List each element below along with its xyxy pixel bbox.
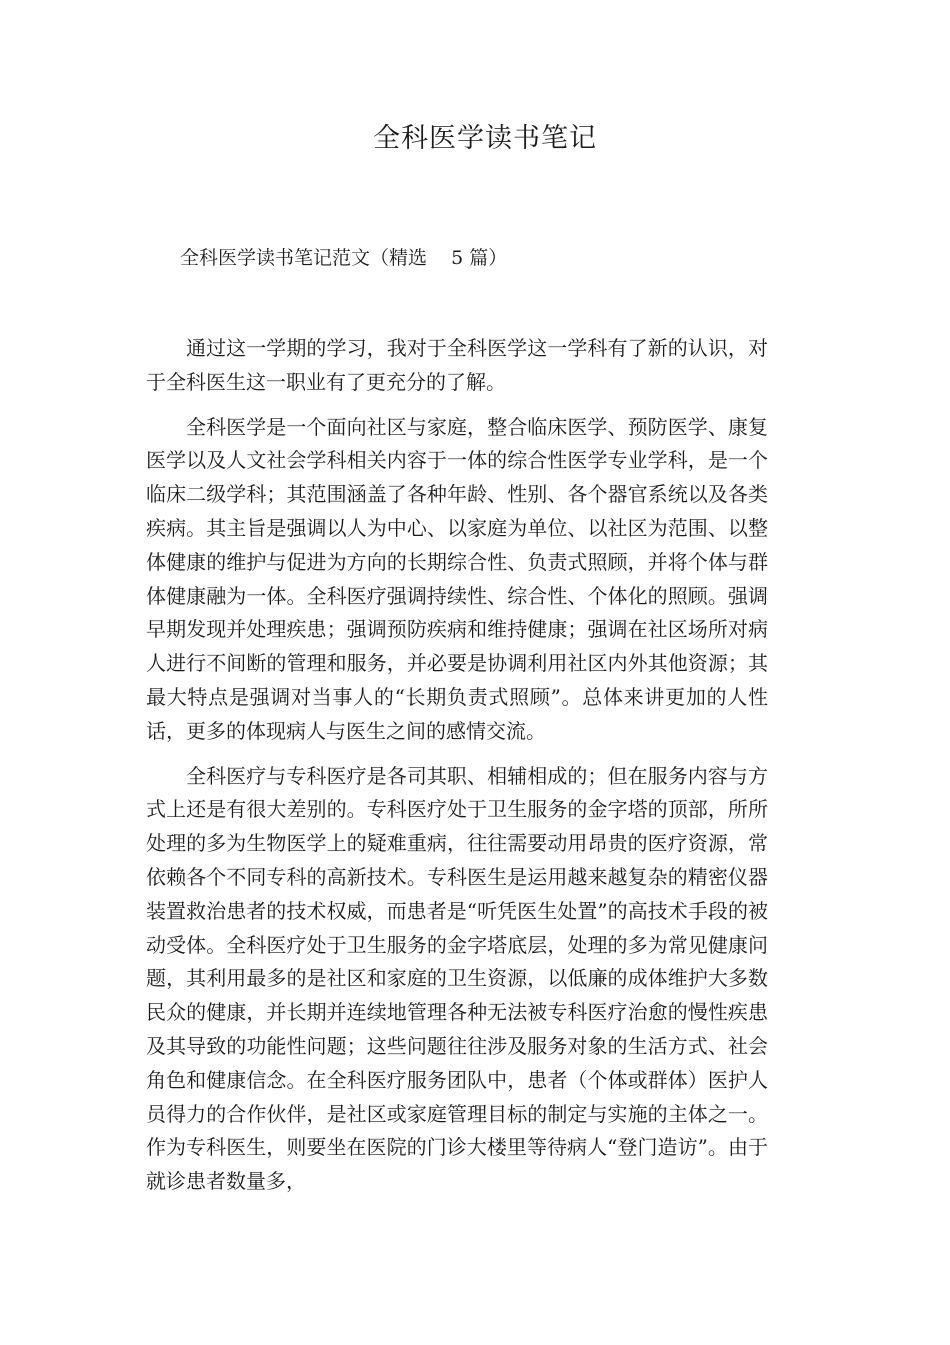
document-body: [146, 332, 768, 1210]
paragraph: 全科医疗与专科医疗是各司其职、相辅相成的；但在服务内容与方式上还是有很大差别的。专科医疗处于卫生服务的金字塔的顶部，所所处理的多为生物医学上的疑难重病，往往需要动用昂贵的医疗资源，常依赖各个不同专科的高新技术。专科医生是运用越来越复杂的精密仪器装置救治患者的技术权威，而患者是“听凭医生处置”的高技术手段的被动受体。全科医疗处于卫生服务的金字塔底层，处理的多为常见健康问题，其利用最多的是社区和家庭的卫生资源，以低廉的成体维护大多数民众的健康，并长期并连续地管理各种无法被专科医疗治愈的慢性疾患及其导致的功能性问题；这些问题往往涉及服务对象的生活方式、社会角色和健康信念。在全科医疗服务团队中，患者（个体或群体）医护人员得力的合作伙伴，是社区或家庭管理目标的制定与实施的主体之一。作为专科医生，则要坐在医院的门诊大楼里等待病人“登门造访”。由于就诊患者数量多，: [146, 763, 768, 1194]
document-title: 全科医学读书笔记: [373, 123, 597, 154]
paragraph: 全科医学是一个面向社区与家庭，整合临床医学、预防医学、康复医学以及人文社会学科相关内容于一体的综合性医学专业学科，是一个临床二级学科；其范围涵盖了各种年龄、性别、各个器官系统以及各类疾病。其主旨是强调以人为中心、以家庭为单位、以社区为范围、以整体健康的维护与促进为方向的长期综合性、负责式照顾，并将个体与群体健康融为一体。全科医疗强调持续性、综合性、个体化的照顾。强调早期发现并处理疾患；强调预防疾病和维持健康；强调在社区场所对病人进行不间断的管理和服务，并必要是协调利用社区内外其他资源；其最大特点是强调对当事人的“长期负责式照顾”。总体来讲更加的人性话，更多的体现病人与医生之间的感情交流。: [146, 414, 768, 743]
document-subtitle: 全科医学读书笔记范文（精选 5 篇）: [180, 247, 508, 269]
paragraph: 通过这一学期的学习，我对于全科医学这一学科有了新的认识，对于全科医生这一职业有了更充分的了解。: [146, 336, 768, 394]
